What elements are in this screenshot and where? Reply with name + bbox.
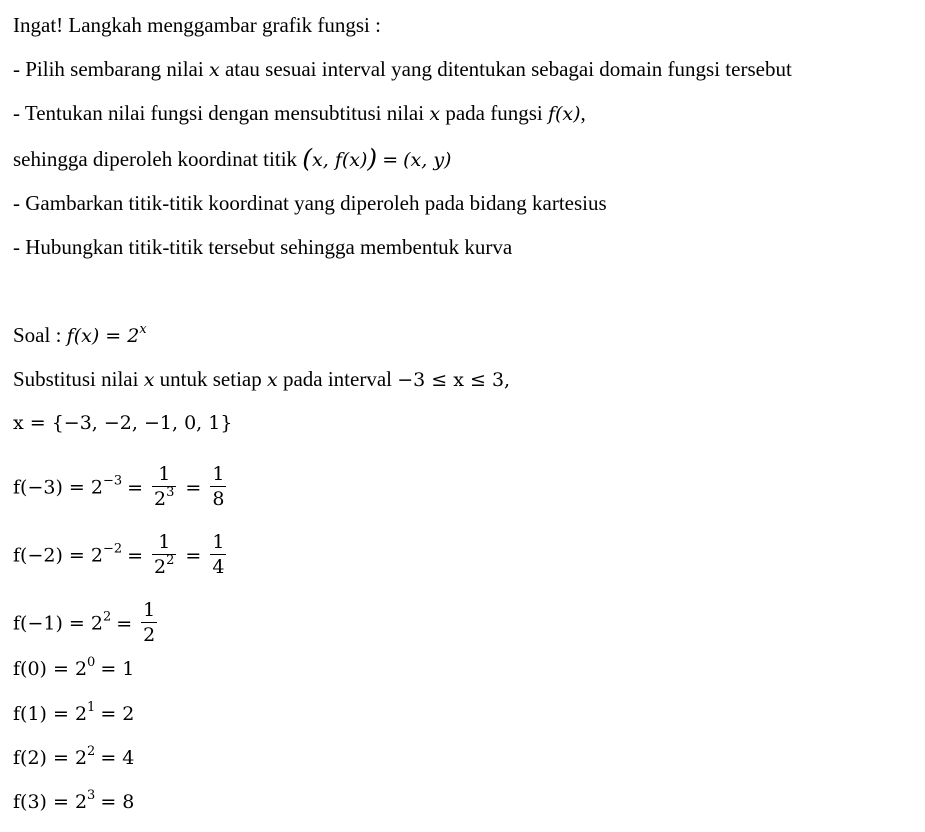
step-2-text-before: - Tentukan nilai fungsi dengan mensubtitusi nilai	[13, 101, 430, 125]
equals-sign: =	[127, 544, 144, 567]
evaluation-lhs: f(3) = 2	[13, 791, 88, 813]
fraction-denominator: 4	[212, 556, 225, 578]
step-2-text-middle: pada fungsi	[440, 101, 548, 125]
evaluation-lhs: f(1) = 2	[13, 703, 88, 725]
step-2-text-after: ,	[580, 101, 586, 125]
fraction-denominator: $2^3$	[154, 485, 175, 510]
evaluation-exponent: 0	[87, 655, 96, 670]
substitution-line	[13, 365, 510, 394]
evaluation-lhs: f(−1) = 2	[13, 612, 103, 635]
coordinate-expression: (x, f(x))	[302, 144, 378, 173]
step-1-variable: x	[208, 59, 220, 81]
problem-label: Soal :	[13, 323, 67, 347]
evaluation-row	[13, 744, 139, 772]
coordinate-xy: (x, y)	[403, 149, 452, 171]
substitution-text-before: Substitusi nilai	[13, 367, 144, 391]
evaluation-exponent: 3	[87, 788, 96, 803]
problem-function: $f(x) = 2^x$	[66, 322, 147, 347]
fraction-denominator: 8	[212, 488, 225, 510]
problem-statement	[13, 321, 147, 350]
fraction-numerator: 1	[143, 599, 156, 621]
step-1-text-before: - Pilih sembarang nilai	[13, 57, 209, 81]
evaluation-lhs: f(2) = 2	[13, 747, 88, 769]
evaluation-exponent: −3	[102, 473, 123, 489]
rules-heading: Ingat! Langkah menggambar grafik fungsi :	[13, 13, 381, 37]
fraction	[141, 598, 157, 647]
rules-step-4: - Hubungkan titik-titik tersebut sehingga membentuk kurva	[13, 235, 513, 259]
evaluation-result: = 1	[100, 658, 135, 680]
fraction-denominator: 2	[143, 624, 156, 646]
evaluation-row	[13, 464, 230, 513]
substitution-text-after: pada interval	[277, 367, 398, 391]
evaluation-row	[13, 655, 139, 683]
evaluation-row	[13, 600, 161, 649]
evaluation-result: = 2	[100, 703, 135, 725]
substitution-interval: −3 ≤ x ≤ 3,	[397, 369, 511, 391]
evaluation-result: = 8	[100, 791, 135, 813]
fraction-denominator: $2^2$	[154, 553, 175, 578]
rules-step-1	[13, 55, 792, 84]
fraction	[210, 530, 226, 579]
evaluation-exponent: 2	[87, 744, 96, 759]
rules-step-3: - Gambarkan titik-titik koordinat yang diperoleh pada bidang kartesius	[13, 191, 607, 215]
substitution-variable-2: x	[266, 369, 278, 391]
equals-sign: =	[185, 476, 202, 499]
evaluation-exponent: 2	[102, 609, 112, 625]
substitution-text-middle: untuk setiap	[154, 367, 267, 391]
fraction-numerator: 1	[152, 462, 176, 487]
rules-step-2	[13, 99, 586, 128]
evaluation-lhs: f(−3) = 2	[13, 476, 103, 499]
coordinate-equals: =	[382, 149, 399, 171]
rules-step-2-continuation	[13, 144, 451, 174]
fraction-numerator: 1	[212, 463, 225, 485]
fraction	[152, 530, 176, 579]
evaluation-lhs: f(−2) = 2	[13, 544, 103, 567]
equals-sign: =	[116, 612, 133, 635]
evaluation-exponent: 1	[87, 700, 96, 715]
evaluation-row	[13, 788, 139, 816]
evaluation-lhs: f(0) = 2	[13, 658, 88, 680]
evaluation-exponent: −2	[102, 541, 123, 557]
substitution-variable-1: x	[143, 369, 155, 391]
evaluation-row	[13, 532, 230, 581]
fraction-numerator: 1	[212, 531, 225, 553]
fraction	[152, 462, 176, 511]
equals-sign: =	[185, 544, 202, 567]
evaluation-result: = 4	[100, 747, 135, 769]
x-value-set: x = {−3, −2, −1, 0, 1}	[13, 412, 233, 434]
evaluation-row	[13, 700, 139, 728]
step-1-text-after: atau sesuai interval yang ditentukan sebagai domain fungsi tersebut	[219, 57, 792, 81]
step-2-function: f(x)	[547, 103, 581, 125]
fraction-numerator: 1	[152, 530, 176, 555]
step-2b-text: sehingga diperoleh koordinat titik	[13, 147, 303, 171]
equals-sign: =	[127, 476, 144, 499]
step-2-variable: x	[429, 103, 441, 125]
fraction	[210, 462, 226, 511]
